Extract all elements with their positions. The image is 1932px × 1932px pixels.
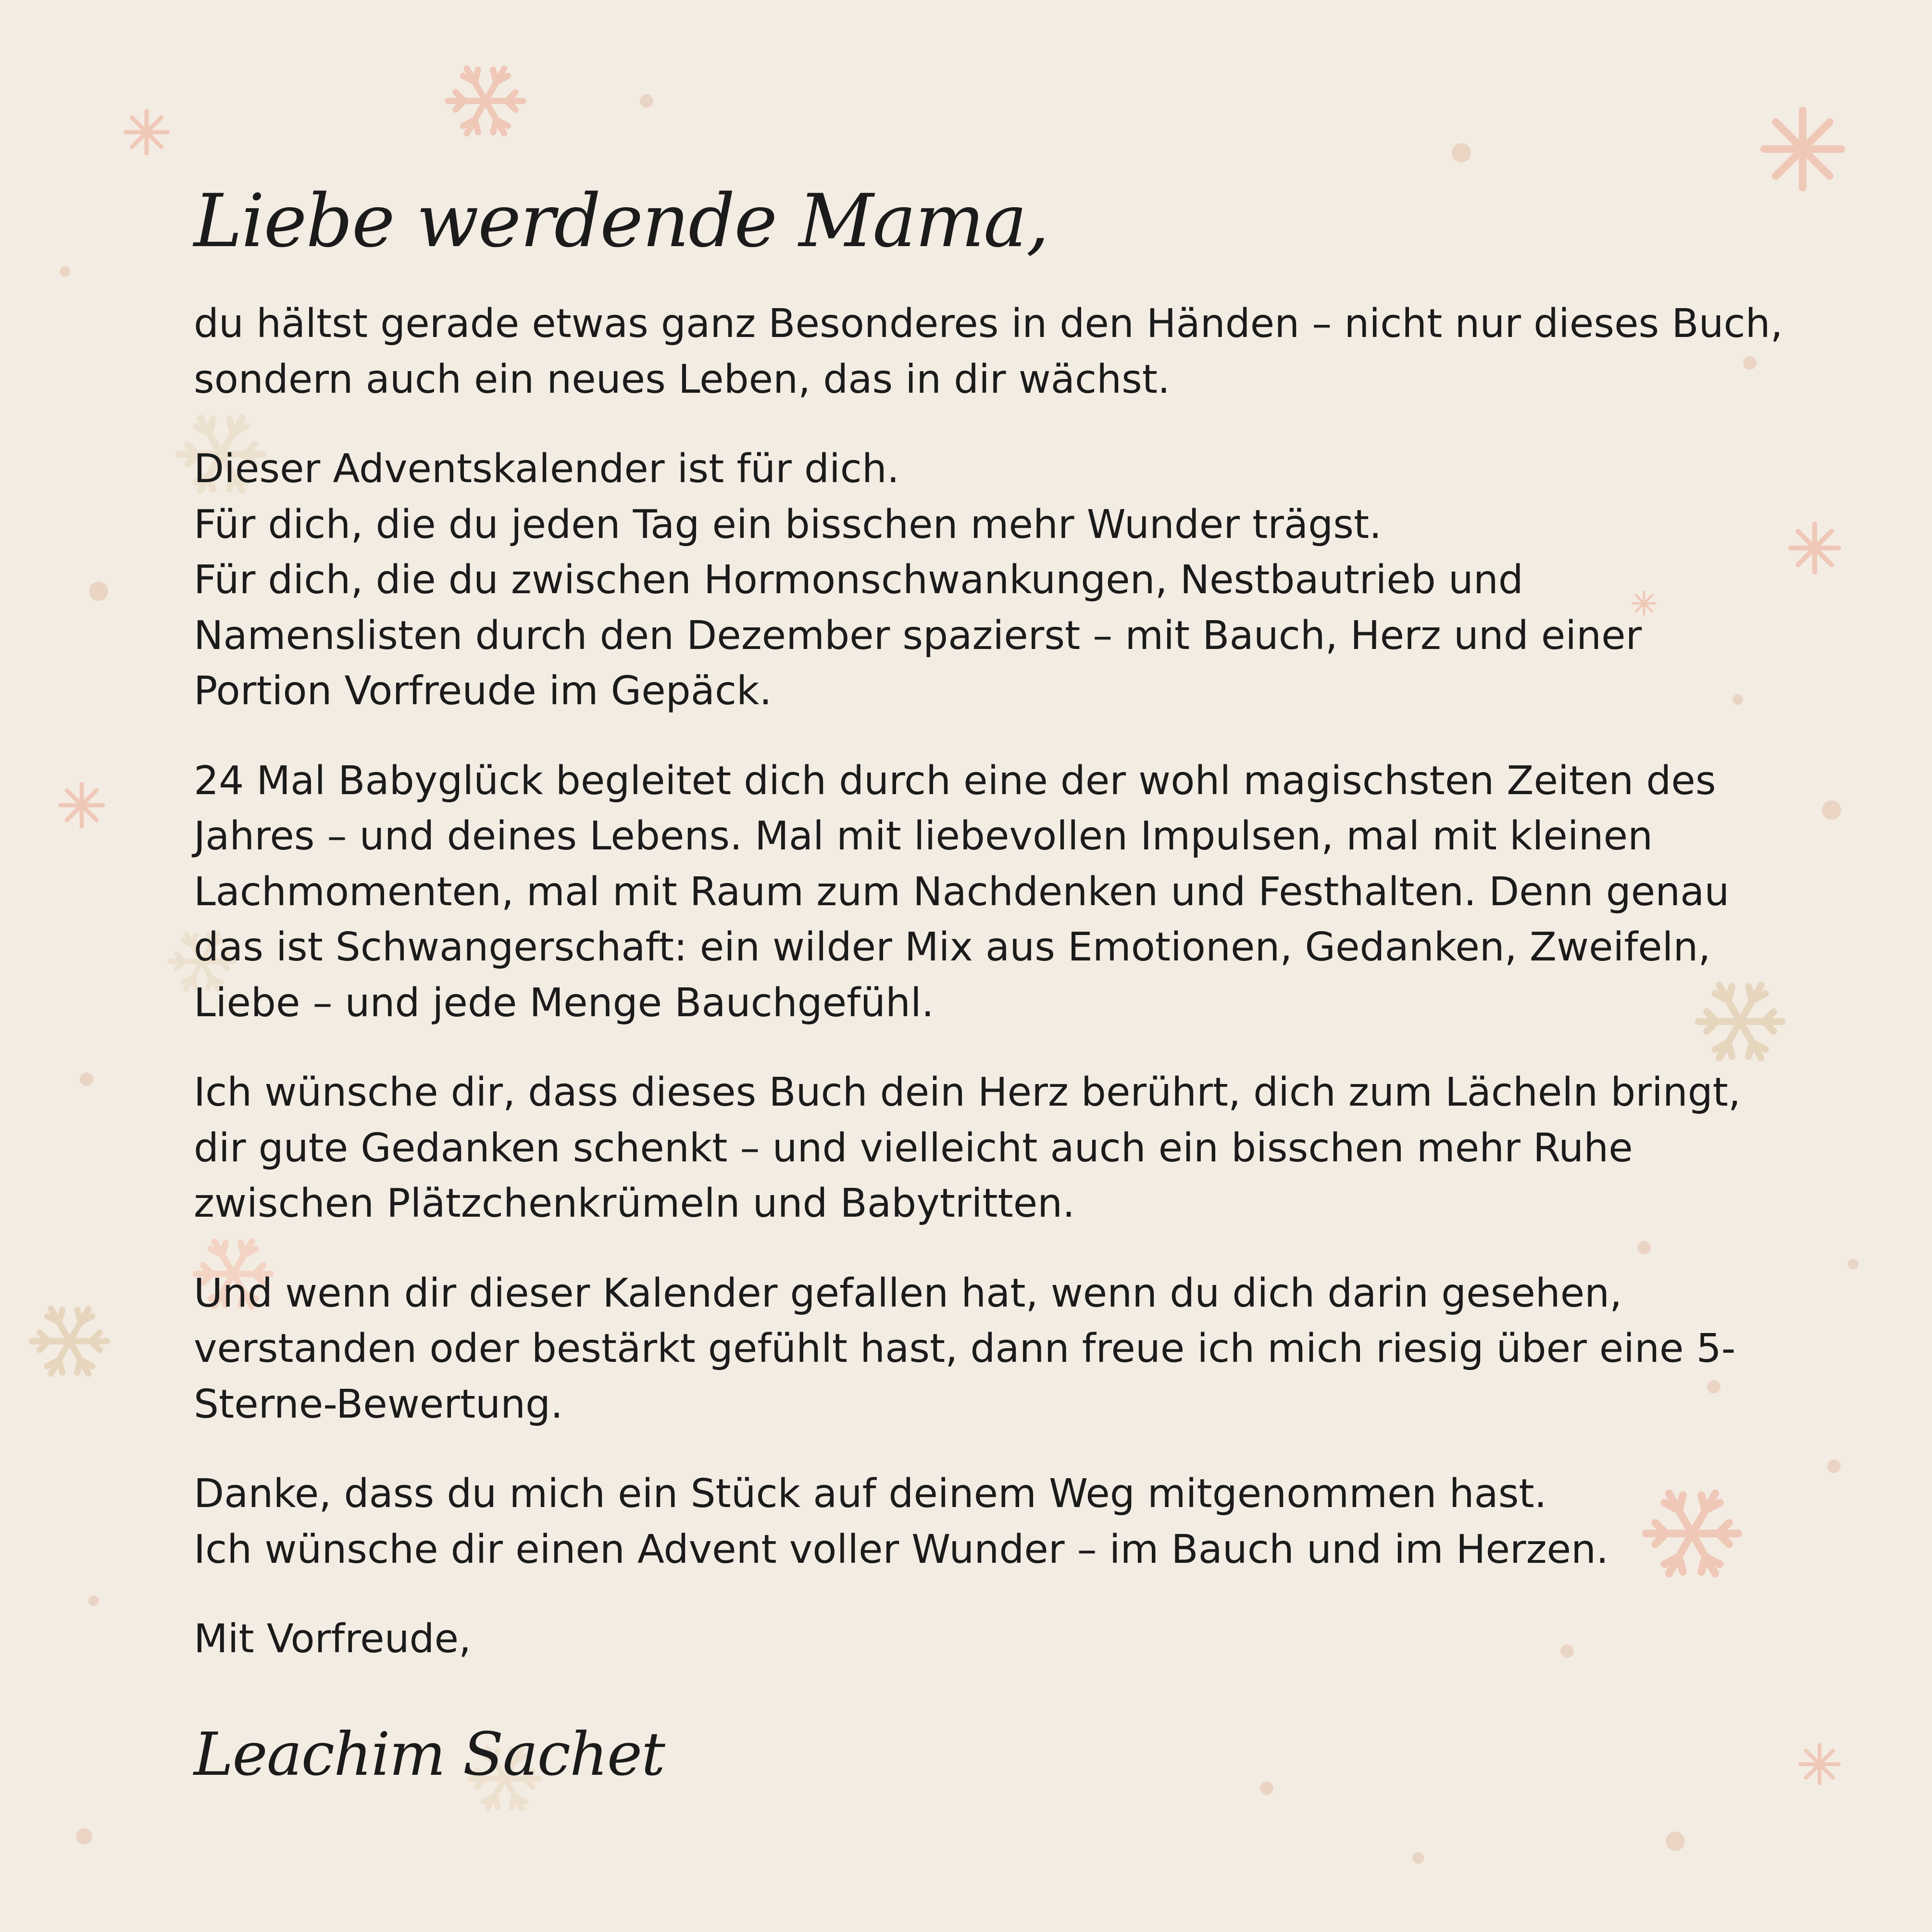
- text-line: Namenslisten durch den Dezember spazierst – mit Bauch, Herz und einer: [194, 612, 1642, 659]
- text-line: dir gute Gedanken schenkt – und vielleicht auch ein bisschen mehr Ruhe: [194, 1125, 1633, 1171]
- text-line: Ich wünsche dir, dass dieses Buch dein Herz berührt, dich zum Lächeln bringt,: [194, 1070, 1741, 1115]
- text-line: zwischen Plätzchenkrümeln und Babytritten.: [194, 1181, 1075, 1226]
- letter-body: [194, 173, 1783, 1798]
- paragraph: [194, 1266, 1770, 1433]
- paragraph: [194, 753, 1770, 1031]
- sparkle-icon: [1764, 111, 1841, 187]
- paragraph: [194, 296, 1783, 407]
- text-line: Ich wünsche dir einen Advent voller Wunder – im Bauch und im Herzen.: [194, 1526, 1609, 1572]
- text-line: 24 Mal Babyglück begleitet dich durch eine der wohl magischsten Zeiten des: [194, 758, 1716, 804]
- text-line: Jahres – und deines Lebens. Mal mit liebevollen Impulsen, mal mit kleinen: [194, 813, 1653, 859]
- closing-line: Mit Vorfreude,: [194, 1616, 472, 1662]
- text-line: Danke, dass du mich ein Stück auf deinem Weg mitgenommen hast.: [194, 1471, 1547, 1517]
- salutation-heading: Liebe werdende Mama,: [194, 178, 1048, 263]
- snowflake-icon: [32, 1309, 107, 1373]
- signature: Leachim Sachet: [194, 1720, 665, 1789]
- paragraph: [194, 1065, 1770, 1232]
- sparkle-icon: [1791, 524, 1839, 572]
- text-line: Liebe – und jede Menge Bauchgefühl.: [194, 980, 934, 1026]
- sparkle-icon: [1800, 1745, 1839, 1783]
- text-line: Für dich, die du zwischen Hormonschwankungen, Nestbautrieb und: [194, 557, 1523, 603]
- text-line: Sterne-Bewertung.: [194, 1381, 563, 1427]
- snowflake-icon: [448, 68, 523, 133]
- text-line: sondern auch ein neues Leben, das in dir wächst.: [194, 356, 1171, 402]
- sparkle-icon: [125, 111, 168, 153]
- sparkle-icon: [61, 784, 103, 826]
- text-line: Für dich, die du jeden Tag ein bisschen mehr Wunder trägst.: [194, 501, 1382, 548]
- text-line: du hältst gerade etwas ganz Besonderes in den Händen – nicht nur dieses Buch,: [194, 301, 1783, 347]
- text-line: Und wenn dir dieser Kalender gefallen hat, wenn du dich darin gesehen,: [194, 1270, 1622, 1316]
- paragraph: [194, 441, 1770, 719]
- text-line: Portion Vorfreude im Gepäck.: [194, 668, 772, 714]
- text-line: Lachmomenten, mal mit Raum zum Nachdenken und Festhalten. Denn genau: [194, 869, 1730, 915]
- text-line: das ist Schwangerschaft: ein wilder Mix aus Emotionen, Gedanken, Zweifeln,: [194, 924, 1711, 970]
- text-line: Dieser Adventskalender ist für dich.: [194, 446, 899, 492]
- text-line: verstanden oder bestärkt gefühlt hast, dann freue ich mich riesig über eine 5-: [194, 1326, 1736, 1371]
- paragraph: [194, 1466, 1770, 1577]
